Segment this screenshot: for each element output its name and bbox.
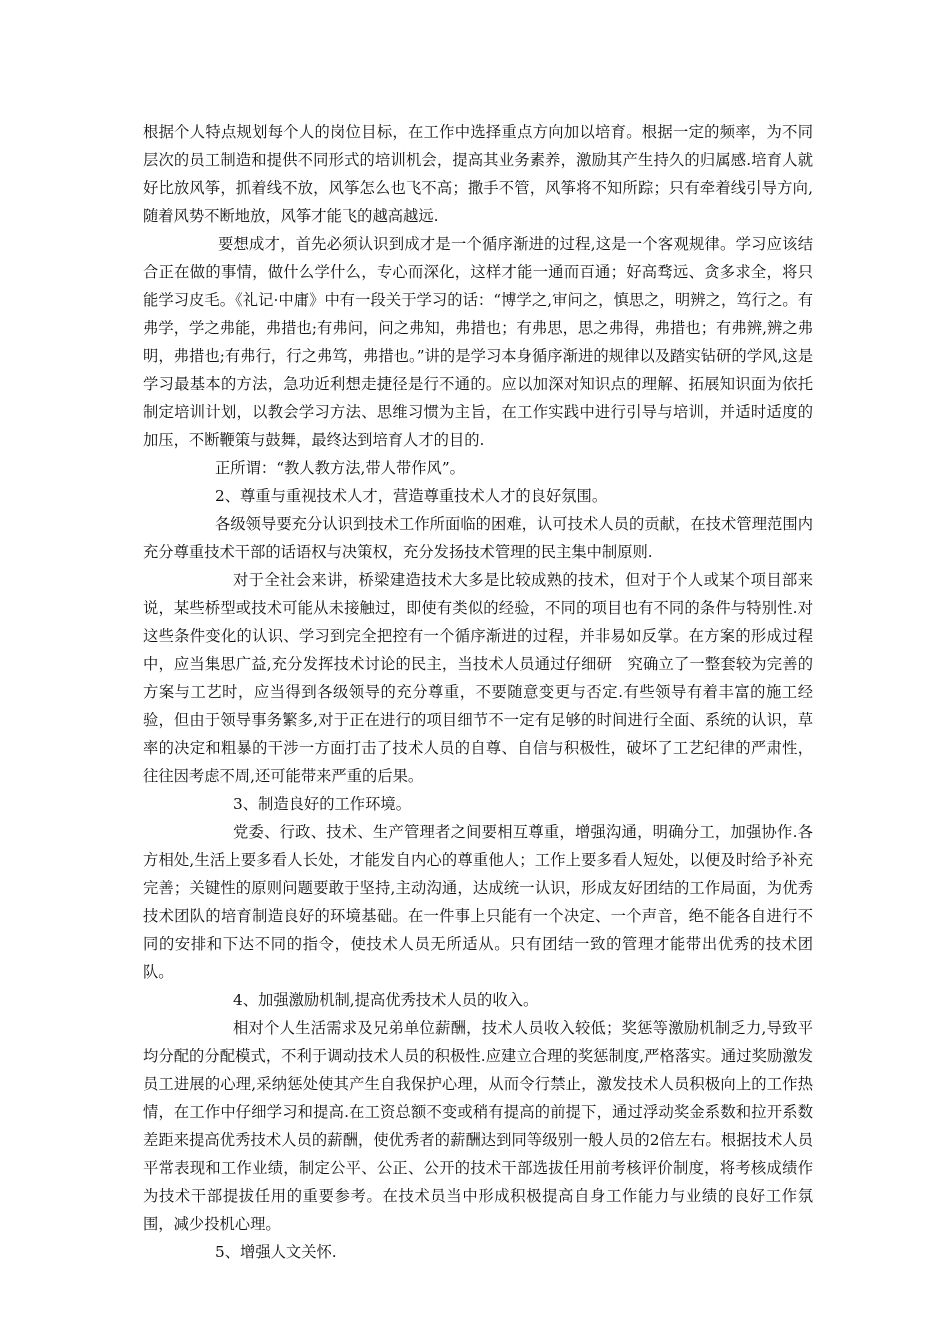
paragraph-team-cooperation: 党委、行政、技术、生产管理者之间要相互尊重，增强沟通，明确分工，加强协作.各方相处,生活上要多看人长处，才能发自内心的尊重他人；工作上要多看人短处，以便及时给予补充完善；关键性的原则问题要敢于坚持,主动沟通，达成统一认识，形成友好团结的工作局面，为优秀技术团队的培育制造良好的环境基础。在一件事上只能有一个决定、一个声音，绝不能各自进行不同的安排和下达不同的指令，使技术人员无所适从。只有团结一致的管理才能带出优秀的技术团队。 xyxy=(143,823,813,981)
section-heading-incentive: 4、加强激励机制,提高优秀技术人员的收入。 xyxy=(233,991,539,1009)
section-heading-humanistic-care: 5、增强人文关怀. xyxy=(215,1243,337,1261)
paragraph-leadership-recognition: 各级领导要充分认识到技术工作所面临的困难，认可技术人员的贡献，在技术管理范围内充分尊重技术干部的话语权与决策权，充分发扬技术管理的民主集中制原则. xyxy=(143,515,813,561)
paragraph-talent-cultivation: 根据个人特点规划每个人的岗位目标，在工作中选择重点方向加以培育。根据一定的频率，为不同层次的员工制造和提供不同形式的培训机会，提高其业务素养，激励其产生持久的归属感.培育人就好比放风筝，抓着线不放，风筝怎么也飞不高；撒手不管，风筝将不知所踪；只有牵着线引导方向,随着风势不断地放，风筝才能飞的越高越远. xyxy=(143,123,813,225)
paragraph-motto: 正所谓：“教人教方法,带人带作风”。 xyxy=(215,459,465,477)
paragraph-learning-process: 要想成才，首先必须认识到成才是一个循序渐进的过程,这是一个客观规律。学习应该结合正在做的事情，做什么学什么，专心而深化，这样才能一通而百通；好高骛远、贪多求全，将只能学习皮毛。《礼记·中庸》中有一段关于学习的话：“博学之,审问之，慎思之，明辨之，笃行之。有弗学，学之弗能，弗措也;有弗问，问之弗知，弗措也；有弗思，思之弗得，弗措也；有弗辨,辨之弗明，弗措也;有弗行，行之弗笃，弗措也。”讲的是学习本身循序渐进的规律以及踏实钻研的学风,这是学习最基本的方法，急功近利想走捷径是行不通的。应以加深对知识点的理解、拓展知识面为依托制定培训计划，以教会学习方法、思维习惯为主旨，在工作实践中进行引导与培训，并适时适度的加压，不断鞭策与鼓舞，最终达到培育人才的目的. xyxy=(143,235,813,449)
paragraph-incentive-mechanism: 相对个人生活需求及兄弟单位薪酬，技术人员收入较低；奖惩等激励机制乏力,导致平均分配的分配模式，不利于调动技术人员的积极性.应建立合理的奖惩制度,严格落实。通过奖励激发员工进展的心理,采纳惩处使其产生自我保护心理，从而令行禁止，激发技术人员积极向上的工作热情，在工作中仔细学习和提高.在工资总额不变或稍有提高的前提下，通过浮动奖金系数和拉开系数差距来提高优秀技术人员的薪酬，使优秀者的薪酬达到同等级别一般人员的2倍左右。根据技术人员平常表现和工作业绩，制定公平、公正、公开的技术干部选拔任用前考核评价制度，将考核成绩作为技术干部提拔任用的重要参考。在技术员当中形成积极提高自身工作能力与业绩的良好工作氛围，减少投机心理。 xyxy=(143,1019,813,1233)
document-body xyxy=(143,118,813,1266)
section-heading-work-environment: 3、制造良好的工作环境。 xyxy=(233,795,411,813)
section-heading-respect-talent: 2、尊重与重视技术人才，营造尊重技术人才的良好氛围。 xyxy=(215,487,608,505)
paragraph-bridge-technology: 对于全社会来讲，桥梁建造技术大多是比较成熟的技术，但对于个人或某个项目部来说，某些桥型或技术可能从未接触过，即使有类似的经验，不同的项目也有不同的条件与特别性.对这些条件变化的认识、学习到完全把控有一个循序渐进的过程，并非易如反掌。在方案的形成过程中，应当集思广益,充分发挥技术讨论的民主，当技术人员通过仔细研 究确立了一整套较为完善的方案与工艺时，应当得到各级领导的充分尊重，不要随意变更与否定.有些领导有着丰富的施工经验，但由于领导事务繁多,对于正在进行的项目细节不一定有足够的时间进行全面、系统的认识，草率的决定和粗暴的干涉一方面打击了技术人员的自尊、自信与积极性，破坏了工艺纪律的严肃性，往往因考虑不周,还可能带来严重的后果。 xyxy=(143,571,813,785)
